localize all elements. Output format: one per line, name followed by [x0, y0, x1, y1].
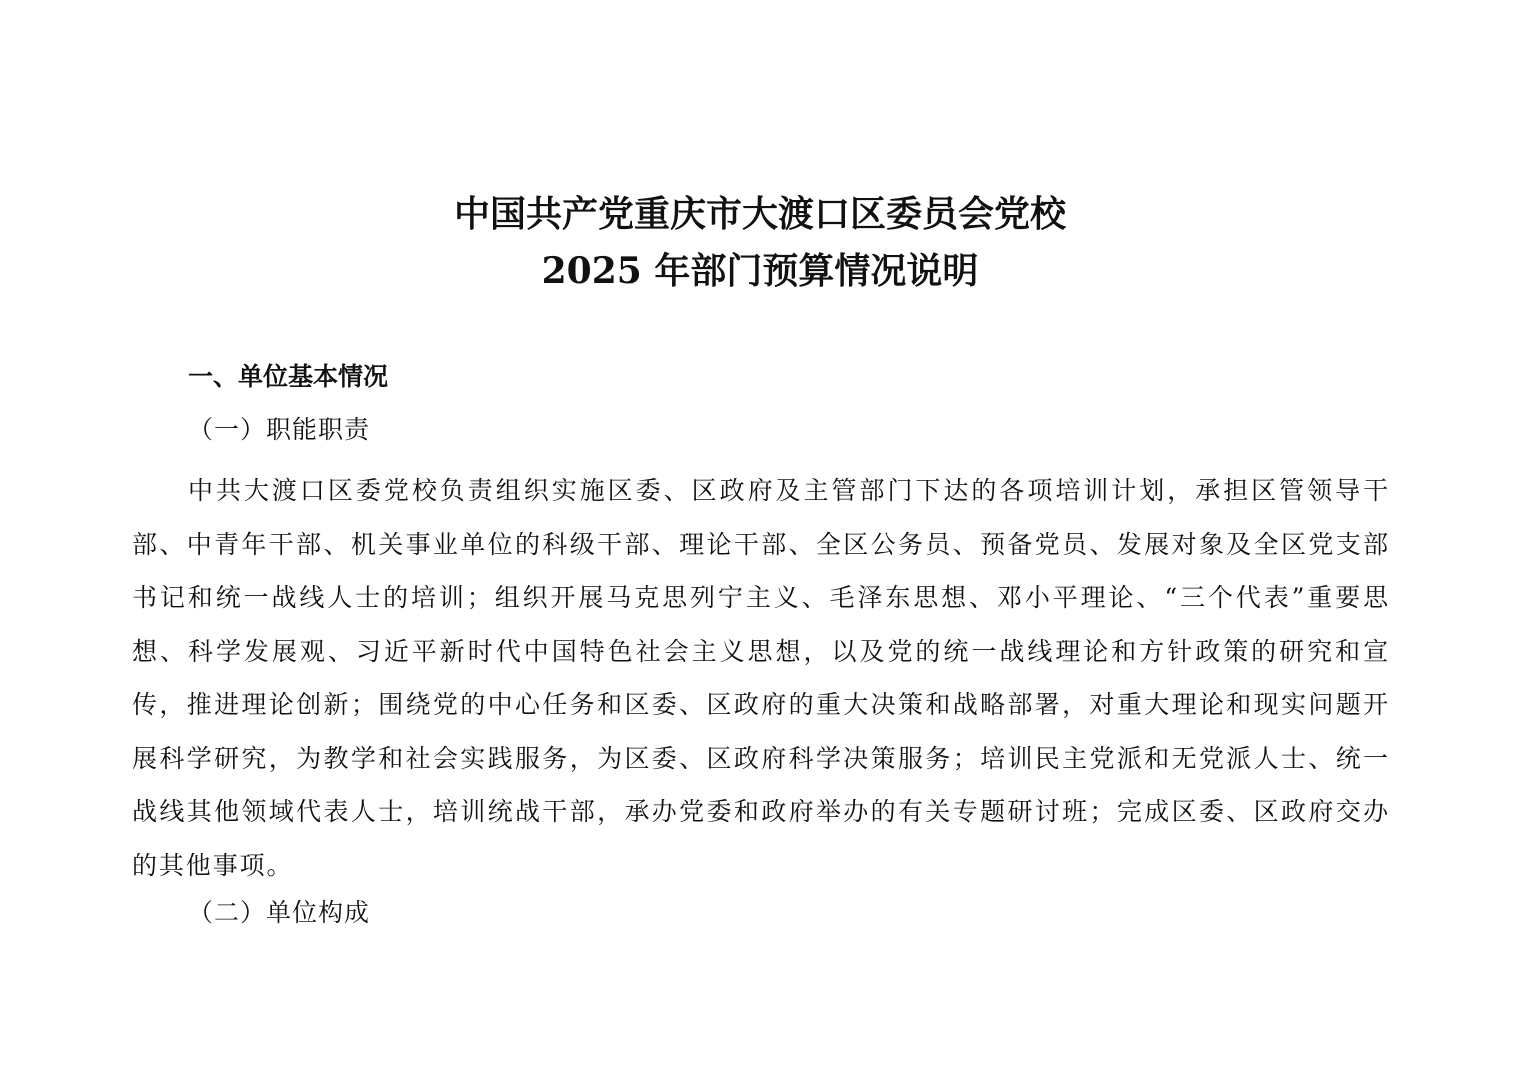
document-title: [0, 186, 1520, 300]
section-heading-unit-basic-info: 一、单位基本情况: [188, 362, 389, 391]
title-line-2: 2025 年部门预算情况说明: [541, 250, 979, 292]
subsection-heading-functions: （一）职能职责: [188, 415, 371, 444]
subsection-heading-unit-composition: （二）单位构成: [188, 898, 371, 927]
functions-paragraph: 中共大渡口区委党校负责组织实施区委、区政府及主管部门下达的各项培训计划，承担区管领导干部、中青年干部、机关事业单位的科级干部、理论干部、全区公务员、预备党员、发展对象及全区党支部书记和统一战线人士的培训；组织开展马克思列宁主义、毛泽东思想、邓小平理论、“三个代表”重要思想、科学发展观、习近平新时代中国特色社会主义思想，以及党的统一战线理论和方针政策的研究和宣传，推进理论创新；围绕党的中心任务和区委、区政府的重大决策和战略部署，对重大理论和现实问题开展科学研究，为教学和社会实践服务，为区委、区政府科学决策服务；培训民主党派和无党派人士、统一战线其他领域代表人士，培训统战干部，承办党委和政府举办的有关专题研讨班；完成区委、区政府交办的其他事项。: [132, 476, 1390, 880]
title-line-1: 中国共产党重庆市大渡口区委员会党校: [453, 193, 1066, 235]
